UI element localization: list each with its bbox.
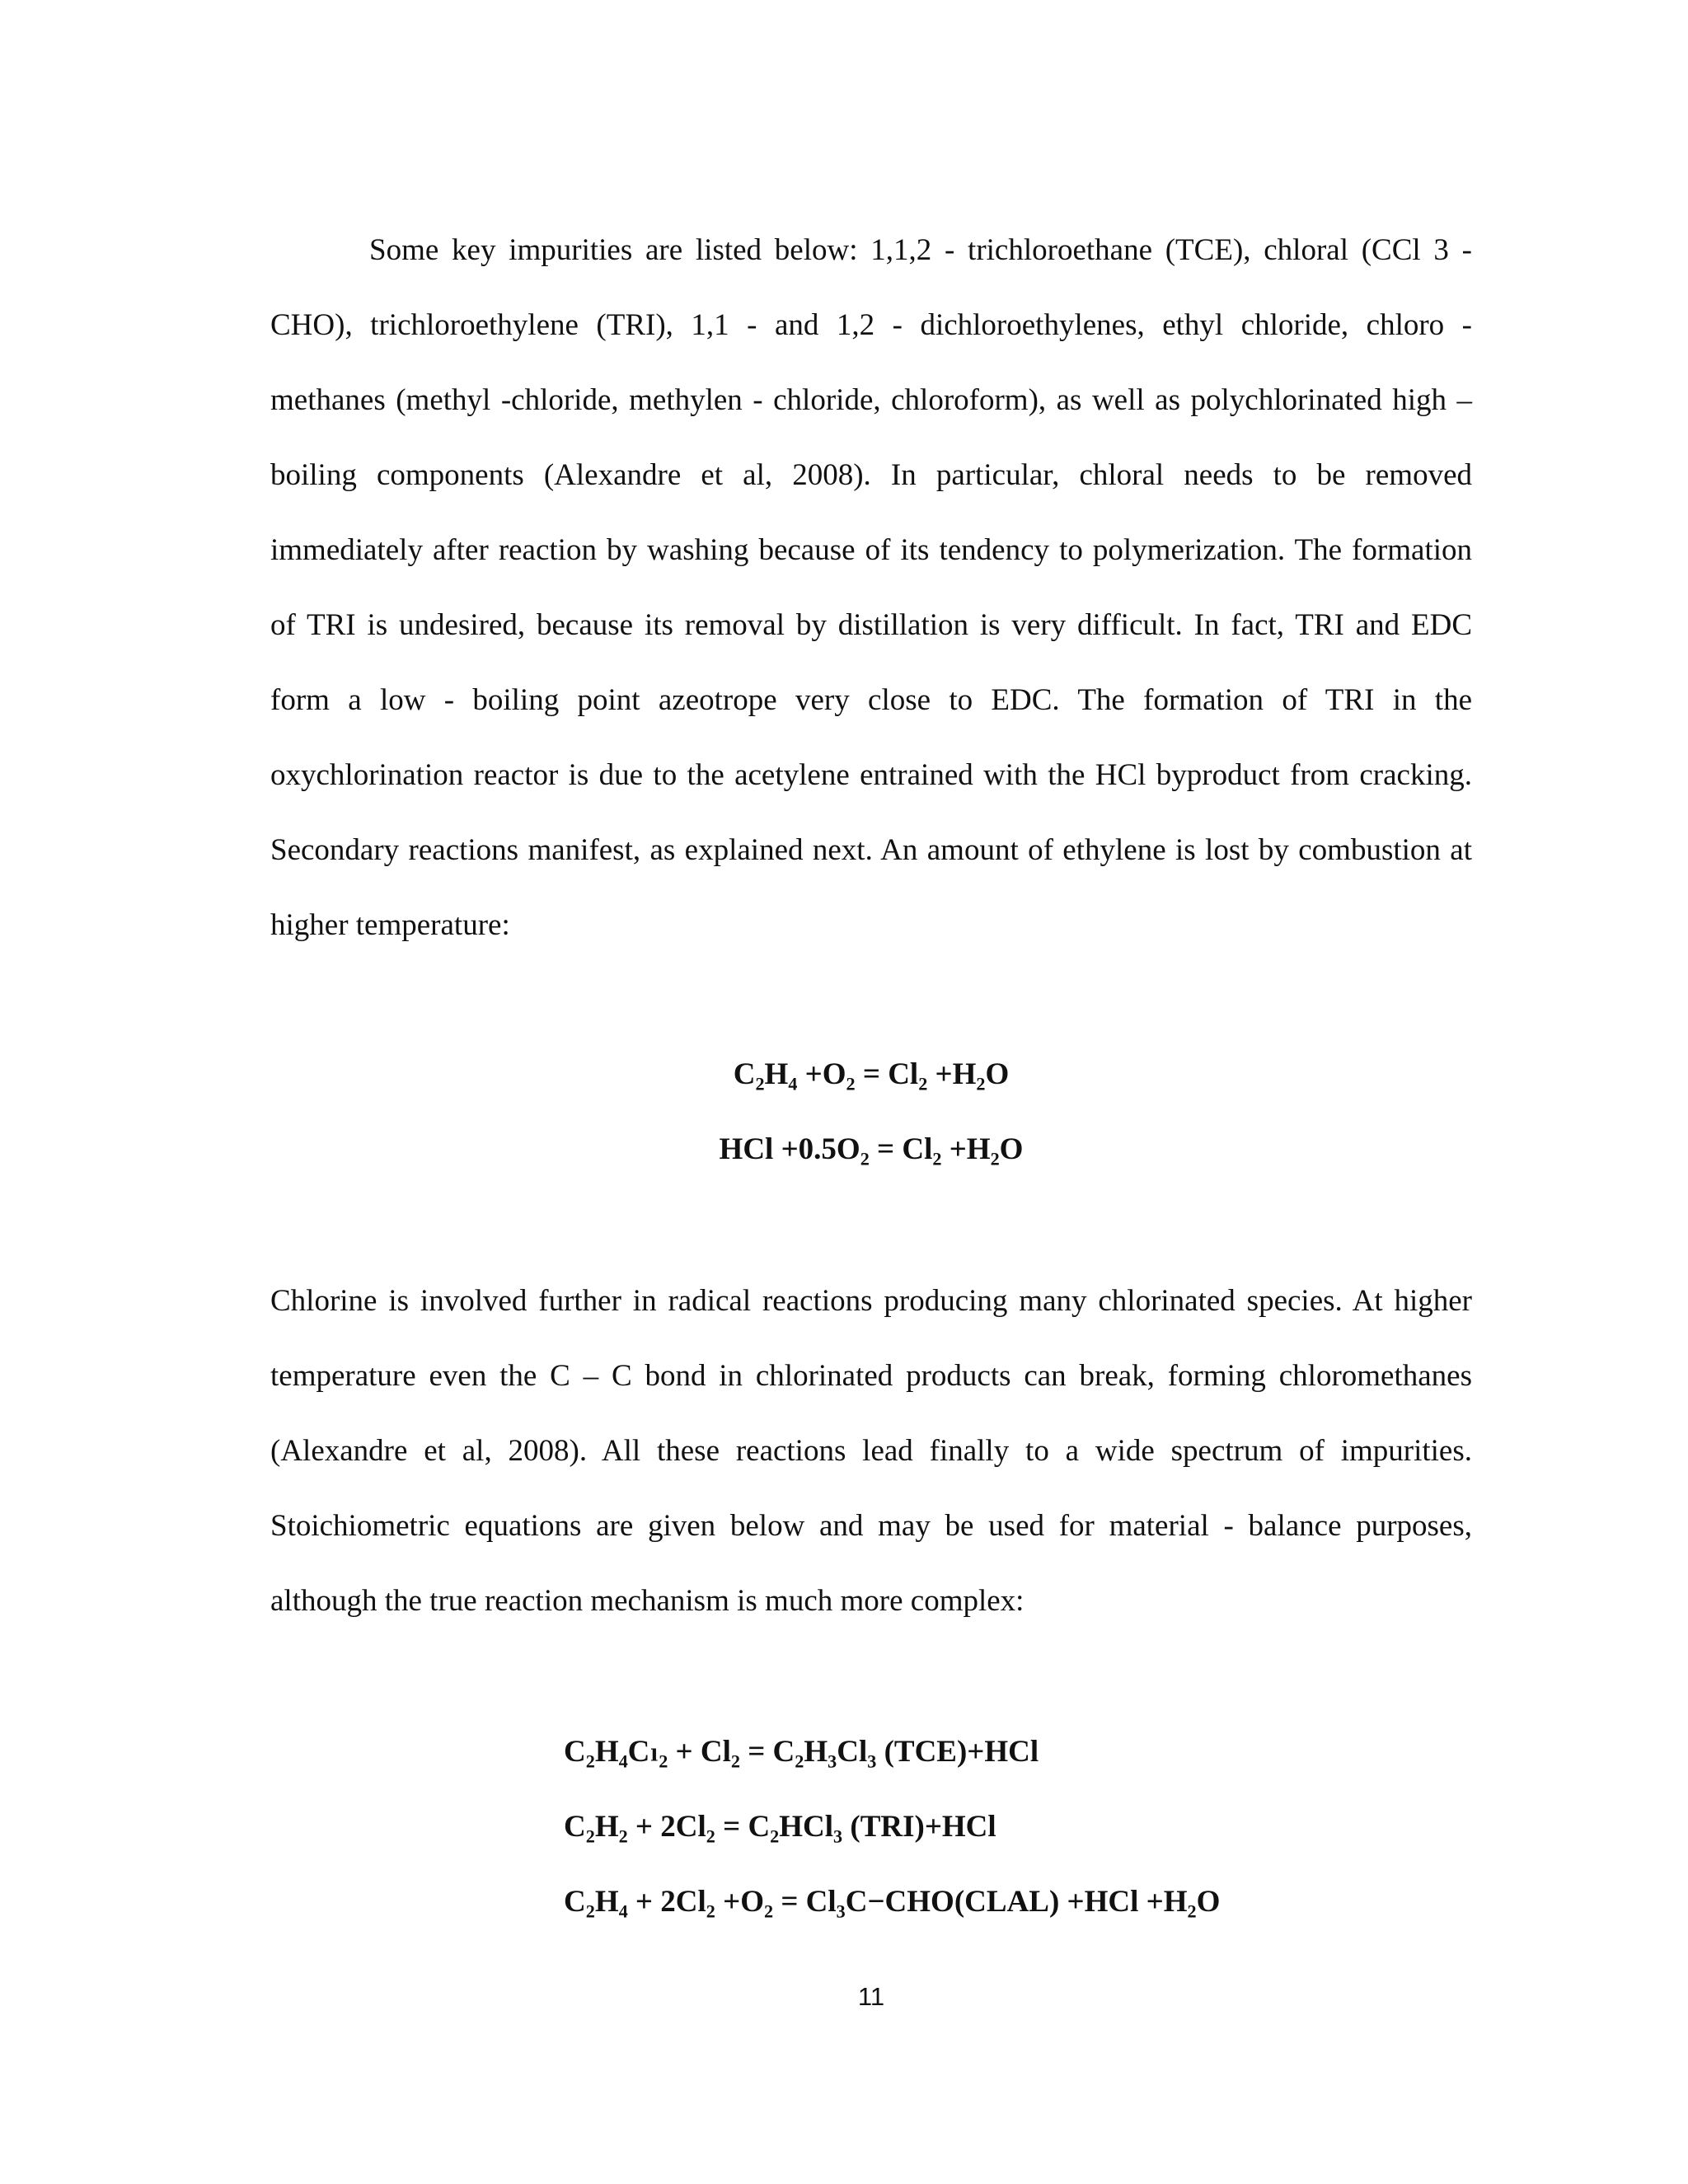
paragraph-chlorine-reactions: Chlorine is involved further in radical reactions producing many chlorinated species. At higher temperature even the C – C bond in chlorinated products can break, forming chloromethanes (Alexandre et al, 2008). All these reactions lead finally to a wide spectrum of impurities. Stoichiometric equations are given below and may be used for material - balance purposes, although the true reaction mechanism is much more complex: — [270, 1284, 1472, 1618]
equation-tce: C₂H₄Cₗ₂ + Cl₂ = C₂H₃Cl₃ (TCE)+HCl — [564, 1735, 1039, 1769]
equation-hcl-oxidation: HCl +0.5O₂ = Cl₂ +H₂O — [719, 1132, 1024, 1166]
page-number: 11 — [857, 1982, 885, 2011]
equation-tri: C₂H₂ + 2Cl₂ = C₂HCl₃ (TRI)+HCl — [564, 1810, 996, 1844]
equation-block-stoichiometric — [564, 1714, 1553, 1939]
equation-block-combustion — [0, 1037, 1688, 1187]
paragraph-impurities: Some key impurities are listed below: 1,1,2 - trichloroethane (TCE), chloral (CCl 3 - CHO), trichloroethylene (TRI), 1,1 - and 1,2 - dichloroethylenes, ethyl chloride, chloro - methanes (methyl -chloride, methylen - chloride, chloroform), as well as polychlorinated high – boiling components (Alexandre et al, 2008). In particular, chloral needs to be removed immediately after reaction by washing because of its tendency to polymerization. The formation of TRI is undesired, because its removal by distillation is very difficult. In fact, TRI and EDC form a low - boiling point azeotrope very close to EDC. The formation of TRI in the oxychlorination reactor is due to the acetylene entrained with the HCl byproduct from cracking. Secondary reactions manifest, as explained next. An amount of ethylene is lost by combustion at higher temperature: — [270, 233, 1472, 942]
equation-chloral: C₂H₄ + 2Cl₂ +O₂ = Cl₃C−CHO(CLAL) +HCl +H₂O — [564, 1885, 1221, 1919]
equation-ethylene-combustion: C₂H₄ +O₂ = Cl₂ +H₂O — [733, 1057, 1010, 1091]
